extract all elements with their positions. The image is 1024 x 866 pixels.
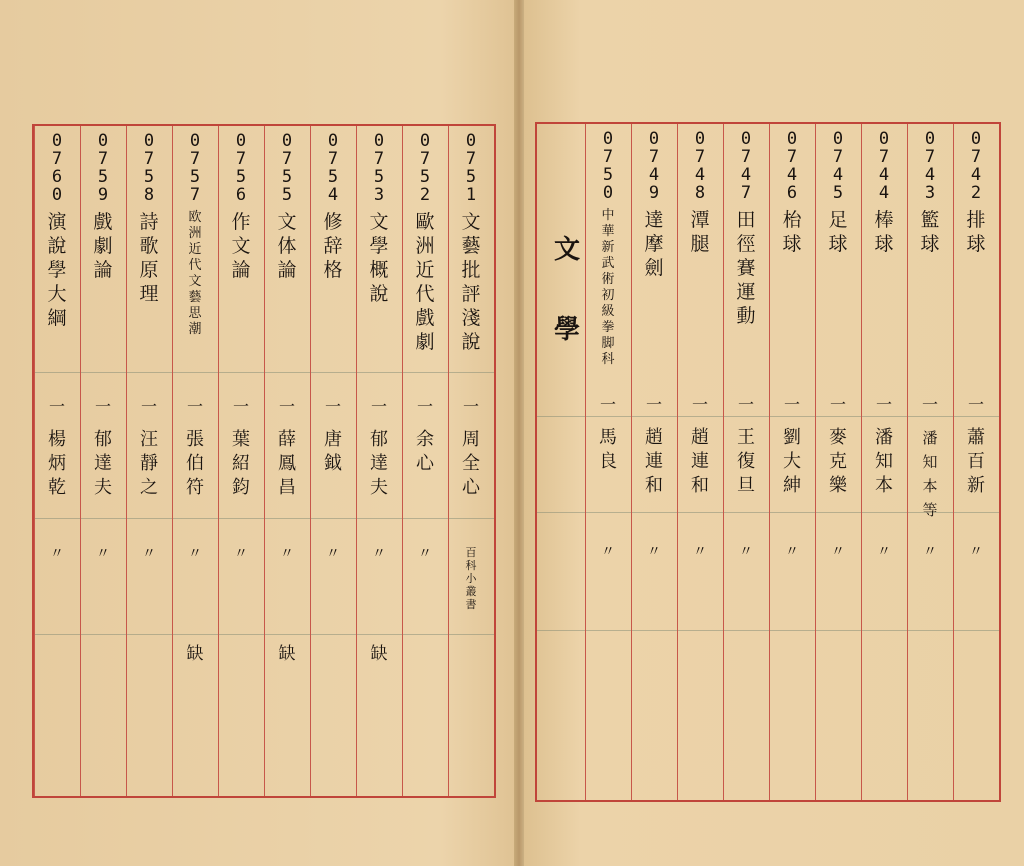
entry-series: 〃: [326, 546, 340, 562]
entry-volume: 一: [186, 397, 203, 416]
entry-volume: 一: [691, 395, 708, 414]
entry-author: 郁 達 夫: [370, 429, 388, 498]
entry-number: 0 7 4 6: [786, 129, 798, 203]
catalog-entry: [953, 124, 999, 800]
catalog-entry: [677, 124, 723, 800]
entry-title: 文 体 論: [277, 211, 297, 281]
entry-volume: 一: [737, 395, 754, 414]
catalog-entry: [218, 126, 264, 796]
entry-volume: 一: [370, 397, 387, 416]
entry-series: 〃: [923, 544, 937, 560]
entry-number: 0 7 5 3: [373, 131, 385, 205]
catalog-entry: [80, 126, 126, 796]
entry-title: 歐 洲 近 代 戲 劇: [415, 211, 435, 353]
entry-author: 潘 知 本: [875, 427, 893, 496]
entry-number: 0 7 6 0: [51, 131, 63, 205]
entry-series: 〃: [372, 546, 386, 562]
entry-series: 〃: [188, 546, 202, 562]
right-catalog-table: [535, 122, 1001, 802]
entry-volume: 一: [48, 397, 65, 416]
entry-author: 王 復 旦: [737, 427, 755, 496]
entry-title: 枱 球: [782, 209, 802, 255]
entry-number: 0 7 4 7: [740, 129, 752, 203]
entry-volume: 一: [324, 397, 341, 416]
entry-volume: 一: [232, 397, 249, 416]
entry-volume: 一: [875, 395, 892, 414]
catalog-entry: [585, 124, 631, 800]
section-label: 文 學: [553, 235, 580, 345]
entry-number: 0 7 5 7: [189, 131, 201, 205]
entry-note: 缺: [186, 644, 204, 664]
entry-author: 汪 靜 之: [140, 429, 158, 498]
entry-author: 周 全 心: [462, 429, 480, 498]
entry-author: 趙 連 和: [645, 427, 663, 496]
entry-number: 0 7 4 3: [924, 129, 936, 203]
entry-volume: 一: [416, 397, 433, 416]
catalog-entry: [126, 126, 172, 796]
entry-note: 缺: [370, 644, 388, 664]
entry-volume: 一: [278, 397, 295, 416]
entry-title: 棒 球: [874, 209, 894, 255]
entry-number: 0 7 4 4: [878, 129, 890, 203]
entry-volume: 一: [140, 397, 157, 416]
entry-number: 0 7 5 2: [419, 131, 431, 205]
entry-author: 余 心: [416, 429, 434, 474]
catalog-entry: [815, 124, 861, 800]
entry-number: 0 7 4 9: [648, 129, 660, 203]
entry-author: 薛 鳳 昌: [278, 429, 296, 498]
entry-series: 〃: [280, 546, 294, 562]
entry-volume: 一: [921, 395, 938, 414]
catalog-entry: [907, 124, 953, 800]
entry-series: 〃: [739, 544, 753, 560]
entry-title: 田 徑 賽 運 動: [736, 209, 756, 327]
entry-title: 欧 洲 近 代 文 藝 思 潮: [188, 210, 202, 337]
entry-title: 潭 腿: [690, 209, 710, 255]
entry-series: 〃: [831, 544, 845, 560]
entry-author: 唐 鉞: [324, 429, 342, 474]
entry-author: 馬 良: [599, 427, 617, 472]
entry-author: 麥 克 樂: [829, 427, 847, 496]
catalog-entry: [448, 126, 494, 796]
entry-title: 作 文 論: [231, 211, 251, 281]
entry-author: 劉 大 紳: [783, 427, 801, 496]
entry-author: 趙 連 和: [691, 427, 709, 496]
entry-series: 〃: [142, 546, 156, 562]
catalog-entry: [172, 126, 218, 796]
left-catalog-table: [32, 124, 496, 798]
entry-number: 0 7 5 9: [97, 131, 109, 205]
catalog-entry: [723, 124, 769, 800]
entry-number: 0 7 5 0: [602, 129, 614, 203]
entry-number: 0 7 5 5: [281, 131, 293, 205]
entry-author: 潘 知 本 等: [922, 429, 938, 519]
entry-number: 0 7 4 2: [970, 129, 982, 203]
entry-title: 修 辞 格: [323, 211, 343, 281]
entry-note: 缺: [278, 644, 296, 664]
entry-series: 〃: [785, 544, 799, 560]
entry-series: 百 科 小 叢 書: [465, 546, 477, 611]
entry-title: 文 藝 批 評 淺 說: [461, 211, 481, 353]
entry-series: 〃: [234, 546, 248, 562]
catalog-entry: [34, 126, 80, 796]
entry-series: 〃: [418, 546, 432, 562]
entry-title: 中 華 新 武 術 初 級 拳 脚 科: [601, 208, 615, 367]
catalog-entry: [264, 126, 310, 796]
catalog-entry: [861, 124, 907, 800]
entry-volume: 一: [462, 397, 479, 416]
entry-title: 足 球: [828, 209, 848, 255]
entry-series: 〃: [693, 544, 707, 560]
entry-volume: 一: [94, 397, 111, 416]
catalog-entry: [310, 126, 356, 796]
entry-title: 排 球: [966, 209, 986, 255]
book-gutter: [514, 0, 524, 866]
entry-author: 郁 達 夫: [94, 429, 112, 498]
entry-author: 張 伯 符: [186, 429, 204, 498]
entry-title: 戲 劇 論: [93, 211, 113, 281]
entry-author: 葉 紹 鈞: [232, 429, 250, 498]
entry-volume: 一: [599, 395, 616, 414]
entry-series: 〃: [96, 546, 110, 562]
entry-number: 0 7 4 5: [832, 129, 844, 203]
entry-number: 0 7 5 1: [465, 131, 477, 205]
entry-author: 蕭 百 新: [967, 427, 985, 496]
catalog-entry: [769, 124, 815, 800]
entry-series: 〃: [50, 546, 64, 562]
entry-title: 詩 歌 原 理: [139, 211, 159, 305]
catalog-entry: [402, 126, 448, 796]
entry-series: 〃: [969, 544, 983, 560]
entry-number: 0 7 5 6: [235, 131, 247, 205]
entry-volume: 一: [829, 395, 846, 414]
entry-title: 文 學 概 說: [369, 211, 389, 305]
entry-title: 演 說 學 大 綱: [47, 211, 67, 329]
entry-volume: 一: [967, 395, 984, 414]
catalog-entry: [631, 124, 677, 800]
entry-title: 籃 球: [920, 209, 940, 255]
entry-number: 0 7 5 8: [143, 131, 155, 205]
entry-series: 〃: [877, 544, 891, 560]
entry-series: 〃: [647, 544, 661, 560]
entry-series: 〃: [601, 544, 615, 560]
entry-number: 0 7 4 8: [694, 129, 706, 203]
entry-author: 楊 炳 乾: [48, 429, 66, 498]
catalog-entry: [356, 126, 402, 796]
entry-volume: 一: [783, 395, 800, 414]
entry-volume: 一: [645, 395, 662, 414]
entry-title: 達 摩 劍: [644, 209, 664, 279]
entry-number: 0 7 5 4: [327, 131, 339, 205]
